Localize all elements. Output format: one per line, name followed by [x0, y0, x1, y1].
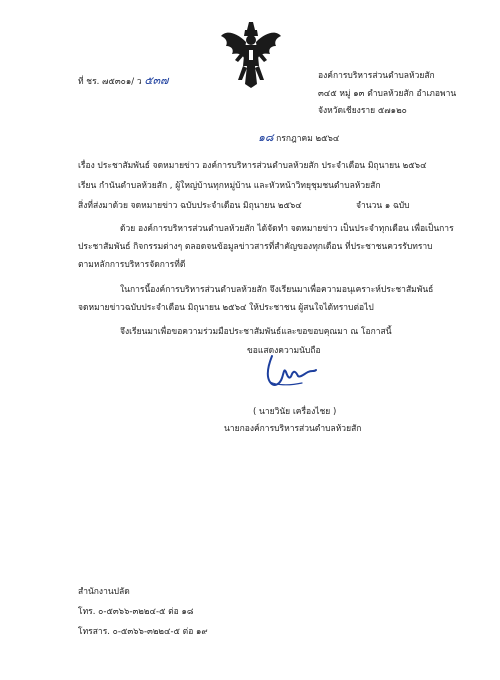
body-paragraph-3: จึงเรียนมาเพื่อขอความร่วมมือประชาสัมพันธ์และขอขอบคุณมา ณ โอกาสนี้ [120, 327, 392, 337]
signer-name: ( นายวินัย เครื่องไชย ) [253, 407, 337, 417]
org-address-line-1: องค์การบริหารส่วนตำบลห้วยสัก [318, 71, 435, 81]
letter-ref-number: ที่ ชร. ๗๕๓๐๑/ ว ๕๓๗ [78, 74, 169, 87]
signer-title: นายกองค์การบริหารส่วนตำบลห้วยสัก [224, 424, 362, 434]
letter-subject: เรื่อง ประชาสัมพันธ์ จดหมายข่าว องค์การบริหารส่วนตำบลห้วยสัก ประจำเดือน มิถุนายน ๒๕๖๔ [78, 161, 427, 171]
org-address-line-2: ๓๔๕ หมู่ ๑๓ ตำบลห้วยสัก อำเภอพาน [318, 89, 457, 99]
telephone-number: โทร. ๐-๕๓๖๖-๓๒๒๔-๕ ต่อ ๑๘ [78, 607, 194, 617]
letter-enclosure: สิ่งที่ส่งมาด้วย จดหมายข่าว ฉบับประจำเดือน มิถุนายน ๒๕๖๔ [78, 201, 302, 211]
office-name: สำนักงานปลัด [78, 587, 130, 597]
body-paragraph-1-line-3: ตามหลักการบริหารจัดการที่ดี [78, 260, 186, 270]
fax-number: โทรสาร. ๐-๕๓๖๖-๓๒๒๔-๕ ต่อ ๑๙ [78, 627, 208, 637]
body-paragraph-1-line-1: ด้วย องค์การบริหารส่วนตำบลห้วยสัก ได้จัดทำ จดหมายข่าว เป็นประจำทุกเดือน เพื่อเป็นการ [120, 224, 454, 234]
org-address-line-3: จังหวัดเชียงราย ๕๗๑๒๐ [318, 106, 407, 116]
letter-closing: ขอแสดงความนับถือ [247, 346, 321, 356]
garuda-emblem-icon [220, 20, 282, 90]
enclosure-quantity: จำนวน ๑ ฉบับ [356, 201, 410, 211]
body-paragraph-2-line-1: ในการนี้องค์การบริหารส่วนตำบลห้วยสัก จึงเรียนมาเพื่อความอนุเคราะห์ประชาสัมพันธ์ [120, 285, 434, 295]
letter-date: ๑๘ กรกฎาคม ๒๕๖๔ [258, 131, 340, 144]
body-paragraph-1-line-2: ประชาสัมพันธ์ กิจกรรมต่างๆ ตลอดจนข้อมูลข่าวสารที่สำคัญของทุกเดือน ที่ประชาชนควรรับทราบ [78, 242, 433, 252]
letter-recipient: เรียน กำนันตำบลห้วยสัก , ผู้ใหญ่บ้านทุกหมู่บ้าน และหัวหน้าวิทยุชุมชนตำบลห้วยสัก [78, 181, 381, 191]
body-paragraph-2-line-2: จดหมายข่าวฉบับประจำเดือน มิถุนายน ๒๕๖๔ ให้ประชาชน ผู้สนใจได้ทราบต่อไป [78, 303, 374, 313]
handwritten-signature-icon [258, 352, 318, 390]
